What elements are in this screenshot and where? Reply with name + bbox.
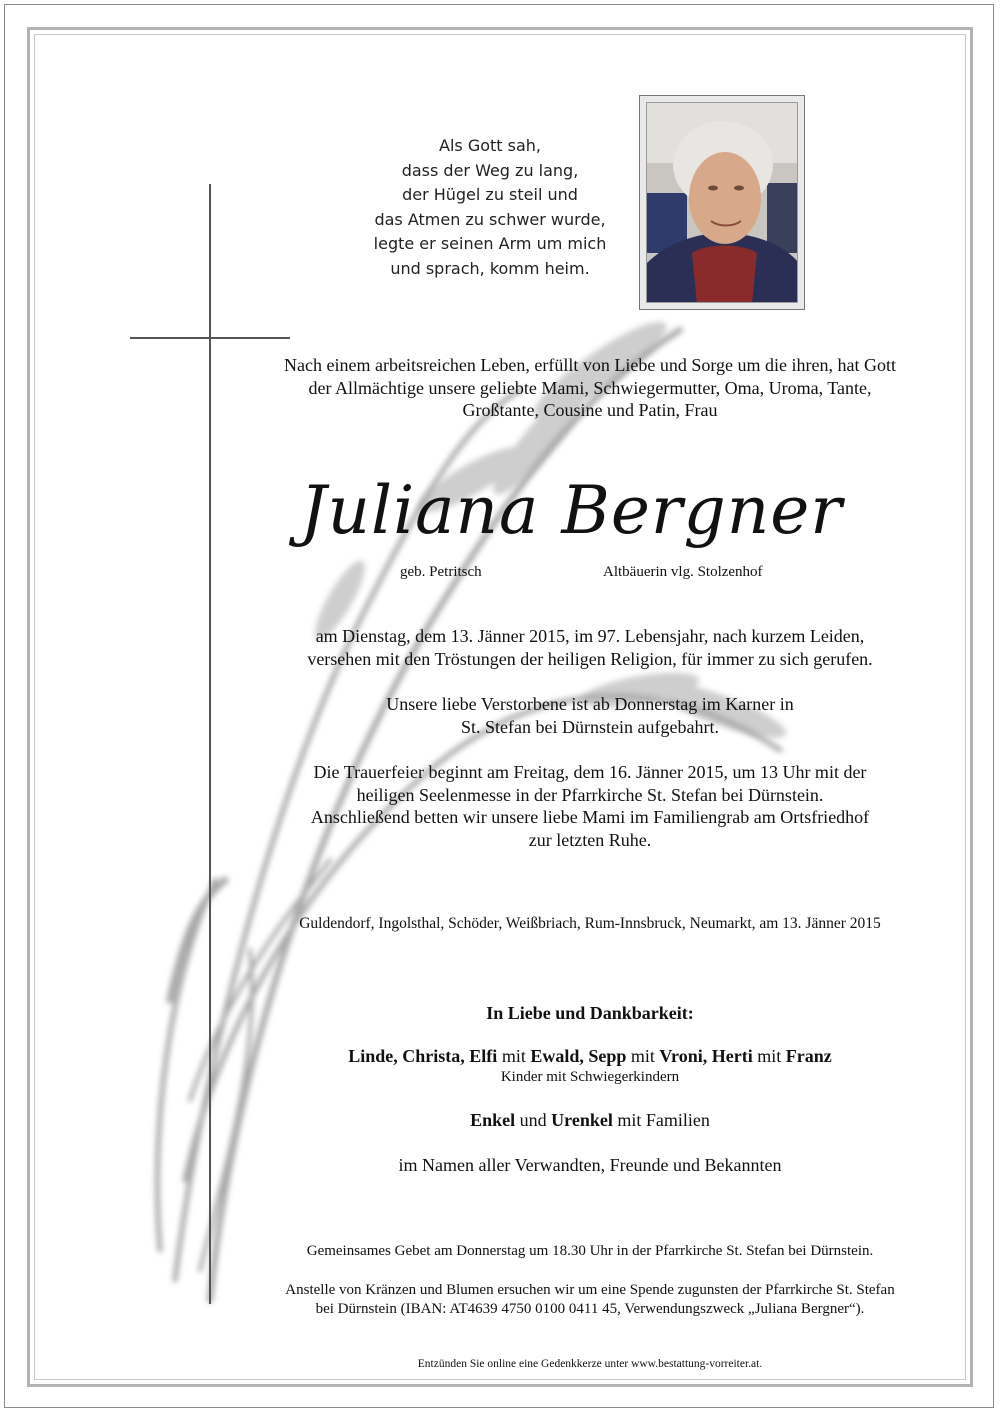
death-notice-line: am Dienstag, dem 13. Jänner 2015, im 97. Lebensjahr, nach kurzem Leiden, — [315, 626, 865, 646]
funeral-notice — [240, 761, 940, 851]
funeral-line: Anschließend betten wir unsere liebe Mami im Familiengrab am Ortsfriedhof — [310, 807, 870, 827]
grandchildren-label: Enkel — [470, 1110, 516, 1130]
portrait-image — [647, 103, 798, 303]
poem-line: der Hügel zu steil und — [402, 185, 578, 204]
poem — [360, 134, 620, 281]
great-grandchildren-label: Urenkel — [551, 1110, 613, 1130]
laid-out-notice — [240, 693, 940, 738]
connector-word: mit — [501, 1046, 526, 1066]
donation-line: Anstelle von Kränzen und Blumen ersuchen wir um eine Spende zugunsten der Pfarrkirche St. Stefan — [285, 1282, 895, 1298]
grandchildren-line — [240, 1110, 940, 1131]
deceased-name: Juliana Bergner — [300, 472, 843, 549]
poem-line: dass der Weg zu lang, — [401, 160, 579, 180]
intro-line: Großtante, Cousine und Patin, Frau — [462, 400, 718, 420]
death-notice — [240, 625, 940, 670]
poem-line: und sprach, komm heim. — [390, 258, 590, 278]
death-notice-line: versehen mit den Tröstungen der heiligen Religion, für immer zu sich gerufen. — [307, 648, 873, 669]
birth-name: geb. Petritsch — [400, 564, 482, 580]
others-line: im Namen aller Verwandten, Freunde und Bekannten — [398, 1155, 782, 1175]
prayer-notice: Gemeinsames Gebet am Donnerstag um 18.30 Uhr in der Pfarrkirche St. Stefan bei Dürnstein. — [306, 1243, 874, 1259]
deceased-title: Altbäuerin vlg. Stolzenhof — [603, 564, 763, 580]
children-names: Vroni, Herti — [659, 1046, 753, 1066]
poem-line: legte er seinen Arm um mich — [373, 234, 607, 253]
donation-line: bei Dürnstein (IBAN: AT4639 4750 0100 0411 45, Verwendungszweck „Juliana Bergner“). — [315, 1301, 865, 1317]
portrait-photo — [639, 95, 805, 310]
children-names: Linde, Christa, Elfi — [348, 1046, 498, 1066]
funeral-line: Die Trauerfeier beginnt am Freitag, dem 16. Jänner 2015, um 13 Uhr mit der — [313, 762, 867, 782]
funeral-line: heiligen Seelenmesse in der Pfarrkirche St. Stefan bei Dürnstein. — [356, 784, 824, 805]
donation-notice — [240, 1281, 940, 1319]
funeral-line: zur letzten Ruhe. — [528, 829, 652, 850]
poem-line: Als Gott sah, — [439, 136, 541, 155]
laid-out-line: Unsere liebe Verstorbene ist ab Donnerstag im Karner in — [386, 694, 794, 714]
intro-line: der Allmächtige unsere geliebte Mami, Schwiegermutter, Oma, Uroma, Tante, — [308, 377, 872, 398]
children-names: Franz — [785, 1046, 832, 1066]
children-names: Ewald, Sepp — [530, 1046, 627, 1066]
laid-out-line: St. Stefan bei Dürnstein aufgebahrt. — [461, 716, 719, 737]
poem-line: das Atmen zu schwer wurde, — [374, 209, 606, 229]
intro-line: Nach einem arbeitsreichen Leben, erfüllt von Liebe und Sorge um die ihren, hat Gott — [284, 355, 896, 375]
connector-word: mit Familien — [617, 1110, 710, 1130]
footer-note: Entzünden Sie online eine Gedenkkerze unter www.bestattung-vorreiter.at. — [417, 1358, 763, 1370]
connector-word: und — [519, 1110, 547, 1130]
place-date: Guldendorf, Ingolsthal, Schöder, Weißbriach, Rum-Innsbruck, Neumarkt, am 13. Jänner 2015 — [299, 915, 881, 932]
children-line — [240, 1046, 940, 1067]
mourners-heading: In Liebe und Dankbarkeit: — [486, 1003, 694, 1023]
intro-text — [240, 354, 940, 422]
children-caption: Kinder mit Schwiegerkindern — [500, 1069, 680, 1085]
connector-word: mit — [757, 1046, 782, 1066]
connector-word: mit — [630, 1046, 655, 1066]
